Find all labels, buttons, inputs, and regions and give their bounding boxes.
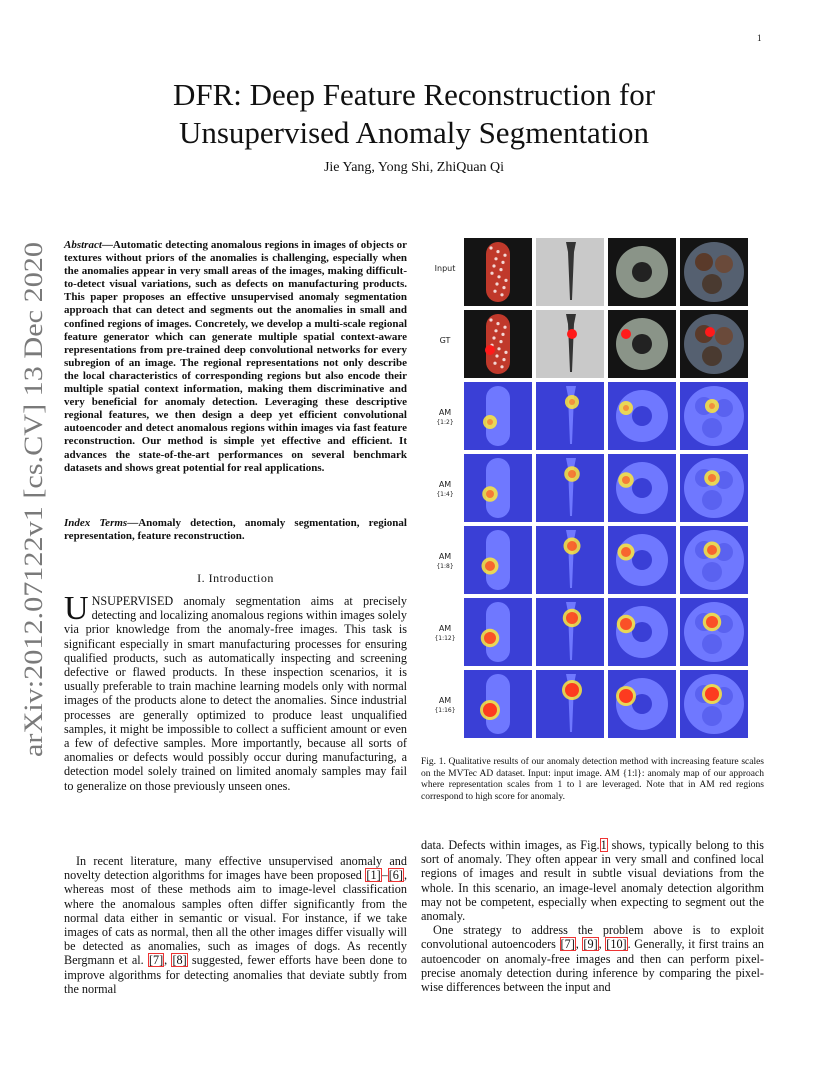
figure-row-label <box>428 336 462 346</box>
figure-caption: Fig. 1. Qualitative results of our anomaly detection method with increasing feature scales on the MVTec AD dataset. Input: input image. AM {1:l}: anomaly map of our approach where representation scales from 1 to l are leveraged. Note that in AM red regions correspond to high score for anomaly. <box>421 757 764 802</box>
figure-row-label <box>428 624 462 644</box>
arxiv-stamp <box>12 240 52 760</box>
row-label-text: AM <box>438 480 452 489</box>
right-column-text <box>421 838 764 994</box>
figure-image-hazelnut-tray <box>680 310 748 378</box>
figure-image-metal-nut <box>608 310 676 378</box>
citation-link[interactable]: [7] <box>148 953 164 968</box>
figure-image-metal-nut <box>608 526 676 594</box>
figure-image-metal-nut <box>608 382 676 450</box>
drop-cap: U <box>64 590 89 627</box>
citation-link[interactable]: [1] <box>366 868 381 883</box>
figure-row-label <box>428 552 462 572</box>
author-list: Jie Yang, Yong Shi, ZhiQuan Qi <box>323 160 505 175</box>
figure-image-pill <box>464 310 532 378</box>
row-label-scale: {1:8} <box>436 563 454 570</box>
figure-image-hazelnut-tray <box>680 670 748 738</box>
citation-link[interactable]: [10] <box>606 937 627 952</box>
figure-image-hazelnut-tray <box>680 598 748 666</box>
index-terms <box>64 517 407 543</box>
intro-p2-text-c: suggested, fewer efforts have been done to improve algorithms for detecting anomalies that deviate subtly from the normal <box>64 953 408 996</box>
row-label-text: AM <box>438 408 452 417</box>
page-number: 1 <box>757 33 762 43</box>
intro-p2-text-b: , whereas most of these methods aim to image-level classification where the anomalous samples often differ significantly from the normal data either in semantic or visual. For instance, if we take images of cats as normal, then all the other images differ visually will be detected as anomalies, such as images of dogs. As recently Bergmann et al. <box>64 868 407 968</box>
citation-link[interactable]: [8] <box>172 953 187 968</box>
figure-image-screw <box>536 454 604 522</box>
paper-title <box>100 76 728 152</box>
citation-link[interactable]: [6] <box>388 868 403 883</box>
index-terms-text: —Anomaly detection, anomaly segmentation, regional representation, feature reconstruction. <box>64 517 407 543</box>
figure-image-pill <box>464 670 532 738</box>
title-line-1: DFR: Deep Feature Reconstruction for <box>172 77 656 112</box>
comma: , <box>598 937 606 952</box>
figure-row-label <box>428 264 462 274</box>
abstract <box>64 239 407 475</box>
figure-image-metal-nut <box>608 238 676 306</box>
figure-row-label <box>428 480 462 500</box>
row-label-text: Input <box>434 264 456 273</box>
abstract-text: —Automatic detecting anomalous regions in images of objects or textures without priors of the anomalies is challenging, especially when the anomalies appear in very small areas of the images, making difficult-to-detect visual variations, such as defects on manufacturing products. This paper proposes an effective unsupervised anomaly segmentation approach that can detect and segments out the anomalies in small and confined regions of images. Concretely, we develop a multi-scale regional feature generator which can generate multiple spatial context-aware representations from pre-trained deep convolutional networks for every subregion of an image. The regional representations not only describe the local characteristics of corresponding regions but also encode their multiple spatial context information, making them discriminative and very beneficial for anomaly detection. Leveraging these descriptive regional features, we then design a deep yet efficient convolutional autoencoder and detect anomalous regions within images via fast feature reconstruction. Our method is simple yet effective and efficient. It advances the state-of-the-art performances on several benchmark datasets and shows great potential for real applications. <box>64 239 407 474</box>
figure-image-pill <box>464 598 532 666</box>
arxiv-stamp-text: arXiv:2012.07122v1 [cs.CV] 13 Dec 2020 <box>19 313 48 757</box>
row-label-scale: {1:4} <box>436 491 454 498</box>
row-label-text: AM <box>438 552 452 561</box>
section-heading: I. Introduction <box>197 571 274 585</box>
row-label-scale: {1:2} <box>436 419 454 426</box>
figure-image-pill <box>464 382 532 450</box>
figure-image-hazelnut-tray <box>680 526 748 594</box>
intro-paragraph-1 <box>64 590 407 793</box>
intro-paragraph-1-text: NSUPERVISED anomaly segmentation aims at precisely detecting and localizing anomalous regions within images solely via prior knowledge from the anomaly-free images. This task is significant especially in smart manufacturing processes for ensuring qualified products, such as automatically inspecting and screening defective or flawed products. In these inspection scenarios, it is usually preferable to train machine learning models only with normal images of the products alone to detect the anomalies. Since industrial processes are generally optimized to produce least unqualified samples, it might be impossible to collect a sufficient amount or even a few of defective samples. More importantly, because all sorts of anomalies or defects would possibly occur during manufacturing, a detection model solely trained on limited anomaly samples may fail to generalize on those previously unseen ones. <box>64 594 407 793</box>
title-line-2: Unsupervised Anomaly Segmentation <box>178 115 650 150</box>
figure-image-screw <box>536 670 604 738</box>
right-p1-text-a: data. Defects within images, as Fig. <box>421 838 600 852</box>
index-terms-label: Index Terms <box>64 517 128 529</box>
figure-image-metal-nut <box>608 670 676 738</box>
figure-image-metal-nut <box>608 454 676 522</box>
dash: – <box>381 868 388 883</box>
figure-1 <box>428 236 758 740</box>
figure-row-label <box>428 408 462 428</box>
figure-image-screw <box>536 598 604 666</box>
right-p1-text-b: shows, typically belong to this sort of anomaly. They often appear in very small and confined local regions of images and result in subtle visual deviations from the whole. In this scenario, an image-level anomaly detection algorithm may not be competent, especially when expecting to segment out the anomaly. <box>421 838 764 924</box>
row-label-text: AM <box>438 696 452 705</box>
intro-paragraph-2 <box>64 854 407 996</box>
citation-link[interactable]: [7] <box>560 937 575 952</box>
right-p2-text-b: . Generally, it first trains an autoencoder on anomaly-free images and then can perform pixel-precise anomaly detection during inference by comparing the pixel-wise differences between the input and <box>421 937 764 995</box>
row-label-text: AM <box>438 624 452 633</box>
row-label-scale: {1:12} <box>434 635 456 642</box>
intro-p2-text-a: In recent literature, many effective unsupervised anomaly and novelty detection algorithms for images have been proposed <box>64 854 407 883</box>
figure-image-hazelnut-tray <box>680 454 748 522</box>
figure-image-hazelnut-tray <box>680 238 748 306</box>
right-p2-text-a: One strategy to address the problem above is to exploit convolutional autoencoders <box>421 923 764 952</box>
row-label-scale: {1:16} <box>434 707 456 714</box>
comma: , <box>575 937 583 952</box>
citation-link[interactable]: [9] <box>583 937 598 952</box>
figure-image-screw <box>536 526 604 594</box>
figure-image-pill <box>464 526 532 594</box>
figure-link[interactable]: 1 <box>600 838 607 852</box>
figure-image-pill <box>464 454 532 522</box>
figure-image-screw <box>536 310 604 378</box>
abstract-label: Abstract <box>64 239 102 251</box>
figure-row-label <box>428 696 462 716</box>
figure-image-metal-nut <box>608 598 676 666</box>
row-label-text: GT <box>439 336 451 345</box>
figure-image-pill <box>464 238 532 306</box>
figure-image-screw <box>536 238 604 306</box>
comma: , <box>164 953 172 968</box>
figure-image-screw <box>536 382 604 450</box>
figure-image-hazelnut-tray <box>680 382 748 450</box>
